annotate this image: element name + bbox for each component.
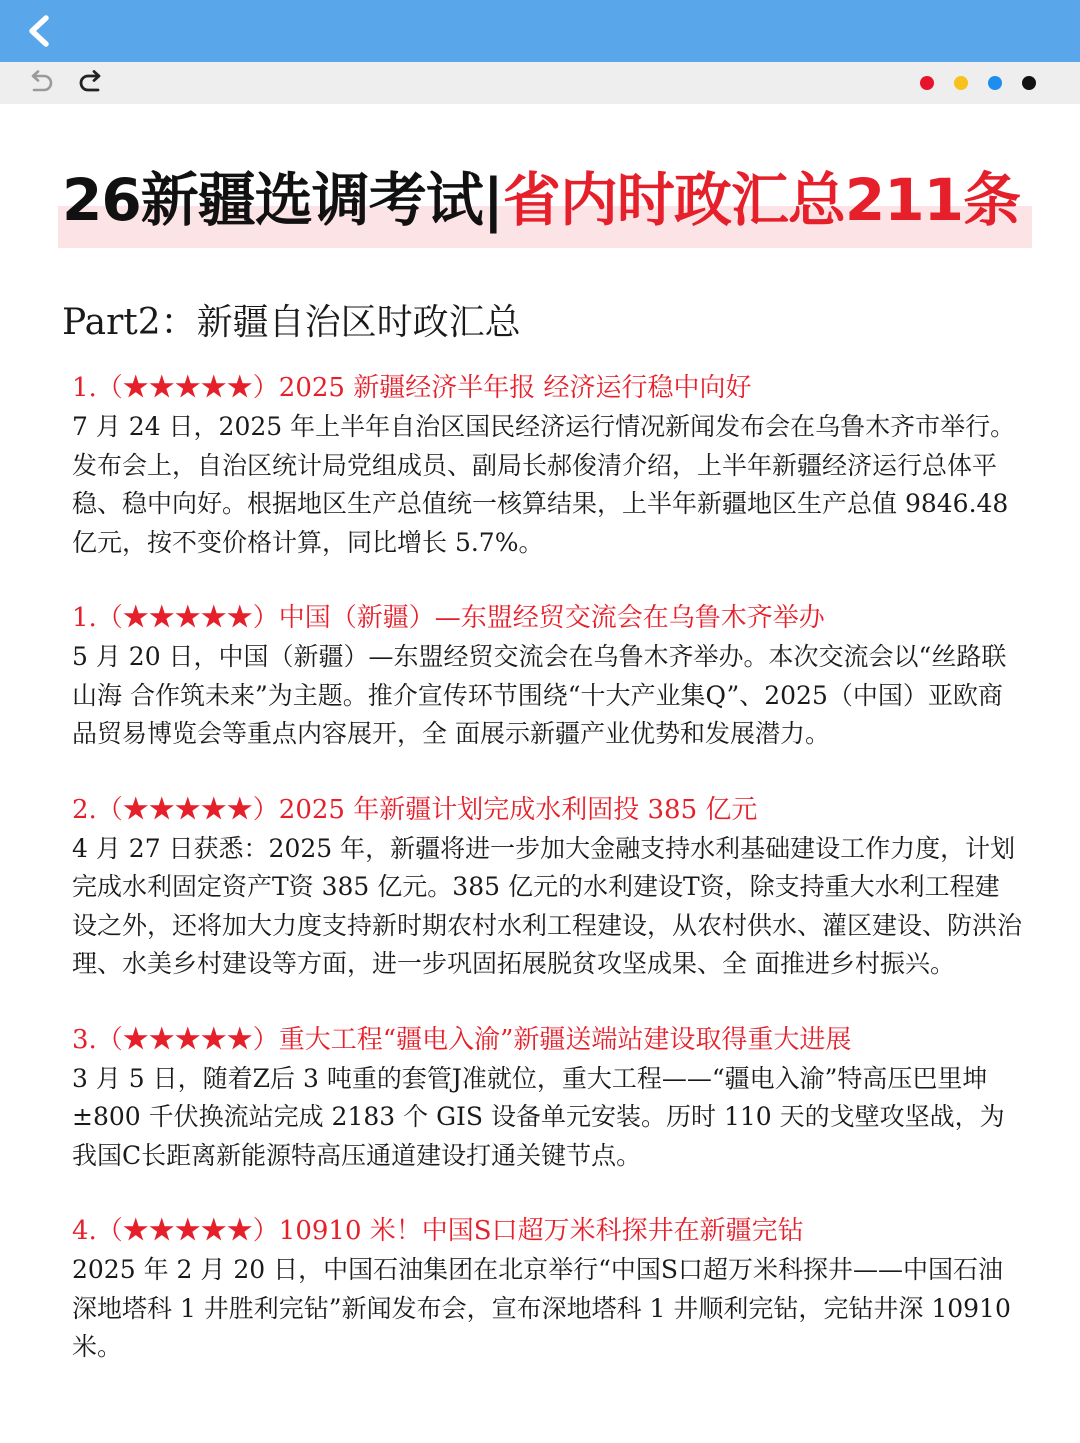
news-item-body: 5 月 20 日，中国（新疆）—东盟经贸交流会在乌鲁木齐举办。本次交流会以“丝路联山海 合作筑未来”为主题。推介宣传环节围绕“十大产业集Q”、2025（中国）亚欧商品贸易博览会等重点内容展开，全 面展示新疆产业优势和发展潜力。 — [72, 642, 1007, 748]
edit-toolbar — [0, 62, 1080, 104]
news-item-body: 3 月 5 日，随着Z后 3 吨重的套管J准就位，重大工程——“疆电入渝”特高压巴里坤±800 千伏换流站完成 2183 个 GIS 设备单元安装。历时 110 天的戈壁攻坚战，为我国C长距离新能源特高压通道建设打通关键节点。 — [72, 1063, 1005, 1170]
news-item-heading: 2.（★★★★★）2025 年新疆计划完成水利固投 385 亿元 — [72, 794, 758, 825]
news-item — [72, 368, 1022, 562]
top-nav-bar — [0, 0, 1080, 62]
news-item-body: 4 月 27 日获悉：2025 年，新疆将进一步加大金融支持水利基础建设工作力度，计划完成水利固定资产T资 385 亿元。385 亿元的水利建设T资，除支持重大水利工程建设之外，还将加大力度支持新时期农村水利工程建设，从农村供水、灌区建设、防洪治理、水美乡村建设等方面，进一步巩固拓展脱贫攻坚成果、全 面推进乡村振兴。 — [72, 833, 1023, 978]
title-black-part: 26新疆选调考试| — [62, 166, 503, 234]
news-item-heading: 3.（★★★★★）重大工程“疆电入渝”新疆送端站建设取得重大进展 — [72, 1024, 852, 1055]
news-item — [72, 598, 1022, 754]
title-red-part: 省内时政汇总211条 — [502, 166, 1020, 234]
color-dots — [920, 76, 1036, 90]
news-list — [72, 368, 1022, 1403]
news-item-heading: 4.（★★★★★）10910 米！中国S口超万米科探井在新疆完钻 — [72, 1216, 804, 1246]
news-item — [72, 1211, 1022, 1367]
news-item-body: 2025 年 2 月 20 日，中国石油集团在北京举行“中国S口超万米科探井——中国石油深地塔科 1 井胜利完钻”新闻发布会，宣布深地塔科 1 井顺利完钻，完钻井深 10910 米。 — [72, 1255, 1011, 1361]
news-item — [72, 790, 1022, 984]
section-heading: Part2：新疆自治区时政汇总 — [62, 302, 521, 343]
undo-button[interactable] — [26, 70, 56, 96]
color-dot-red[interactable] — [920, 76, 934, 90]
back-button[interactable] — [22, 12, 58, 50]
undo-icon — [26, 70, 56, 96]
news-item — [72, 1020, 1022, 1176]
news-item-heading: 1.（★★★★★）2025 新疆经济半年报 经济运行稳中向好 — [72, 373, 752, 403]
page-title-block — [58, 160, 1032, 248]
redo-button[interactable] — [76, 70, 106, 96]
color-dot-black[interactable] — [1022, 76, 1036, 90]
news-item-body: 7 月 24 日，2025 年上半年自治区国民经济运行情况新闻发布会在乌鲁木齐市举行。发布会上，自治区统计局党组成员、副局长郝俊清介绍，上半年新疆经济运行总体平稳、稳中向好。根据地区生产总值统一核算结果，上半年新疆地区生产总值 9846.48 亿元，按不变价格计算，同比增长 5.7%。 — [72, 412, 1016, 557]
chevron-left-icon — [22, 12, 58, 50]
color-dot-blue[interactable] — [988, 76, 1002, 90]
color-dot-yellow[interactable] — [954, 76, 968, 90]
news-item-heading: 1.（★★★★★）中国（新疆）—东盟经贸交流会在乌鲁木齐举办 — [72, 603, 825, 633]
page-title — [62, 160, 1020, 240]
redo-icon — [76, 70, 106, 96]
